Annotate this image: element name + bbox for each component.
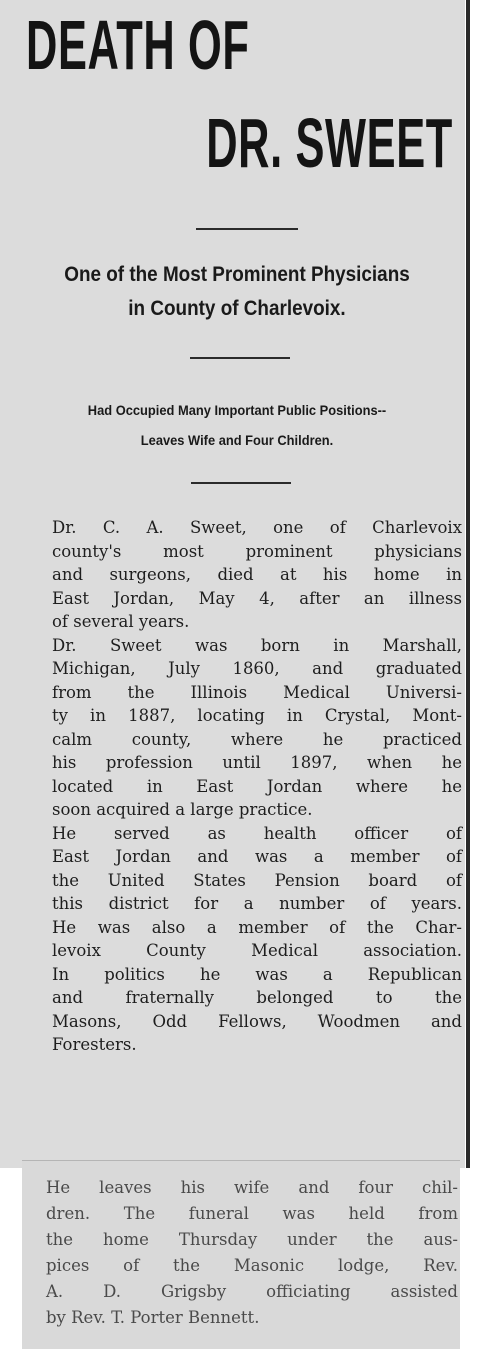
headline-line-2: DR. SWEET — [206, 104, 453, 182]
text-line: levoix County Medical association. — [52, 941, 462, 960]
text-line: county's most prominent physicians — [52, 541, 462, 561]
divider-rule — [190, 357, 290, 359]
text-line: He served as health officer of — [52, 823, 462, 843]
text-line: this district for a number of years. — [52, 894, 462, 913]
text-line: calm county, where he practiced — [52, 729, 462, 749]
text-line: Masons, Odd Fellows, Woodmen and — [52, 1011, 462, 1031]
text-line: by Rev. T. Porter Bennett. — [46, 1308, 260, 1327]
text-line: Dr. C. A. Sweet, one of Charlevoix — [52, 518, 462, 537]
text-line: soon acquired a large practice. — [52, 800, 313, 819]
deck-line-1: Had Occupied Many Important Public Positions-- — [87, 402, 387, 418]
text-line: the United States Pension board of — [52, 870, 462, 890]
deck-headline — [32, 395, 442, 455]
text-line: the home Thursday under the aus- — [46, 1230, 458, 1249]
text-line: A. D. Grigsby officiating assisted — [46, 1282, 458, 1301]
deck-line-2: Leaves Wife and Four Children. — [140, 432, 334, 448]
text-line: and fraternally belonged to the — [52, 988, 462, 1007]
text-line: pices of the Masonic lodge, Rev. — [46, 1256, 458, 1275]
text-line: East Jordan, May 4, after an illness — [52, 588, 462, 608]
article-body — [30, 516, 462, 1057]
text-line: his profession until 1897, when he — [52, 753, 462, 772]
divider-rule — [196, 228, 298, 230]
text-line: from the Illinois Medical Universi- — [52, 682, 462, 702]
paragraph-2 — [30, 634, 462, 822]
subheadline-line-1: One of the Most Prominent Physicians — [64, 263, 410, 286]
subheadline — [36, 258, 437, 326]
paragraph-3 — [30, 822, 462, 1057]
column-rule — [466, 0, 470, 1168]
continuation-body — [46, 1175, 458, 1331]
text-line: He was also a member of the Char- — [52, 917, 462, 937]
paragraph-1 — [30, 516, 462, 634]
paragraph-4 — [46, 1175, 458, 1331]
text-line: Dr. Sweet was born in Marshall, — [52, 635, 462, 655]
text-line: East Jordan and was a member of — [52, 847, 462, 866]
divider-rule — [191, 482, 291, 484]
text-line: In politics he was a Republican — [52, 964, 462, 984]
headline-line-1: DEATH OF — [26, 6, 250, 84]
text-line: of several years. — [52, 612, 190, 631]
subheadline-line-2: in County of Charlevoix. — [128, 297, 346, 320]
text-line: He leaves his wife and four chil- — [46, 1178, 458, 1197]
text-line: Michigan, July 1860, and graduated — [52, 659, 462, 678]
text-line: ty in 1887, locating in Crystal, Mont- — [52, 706, 462, 725]
text-line: dren. The funeral was held from — [46, 1204, 458, 1223]
text-line: Foresters. — [52, 1035, 137, 1054]
text-line: and surgeons, died at his home in — [52, 565, 462, 584]
continuation-clipping — [22, 1160, 460, 1349]
text-line: located in East Jordan where he — [52, 776, 462, 796]
